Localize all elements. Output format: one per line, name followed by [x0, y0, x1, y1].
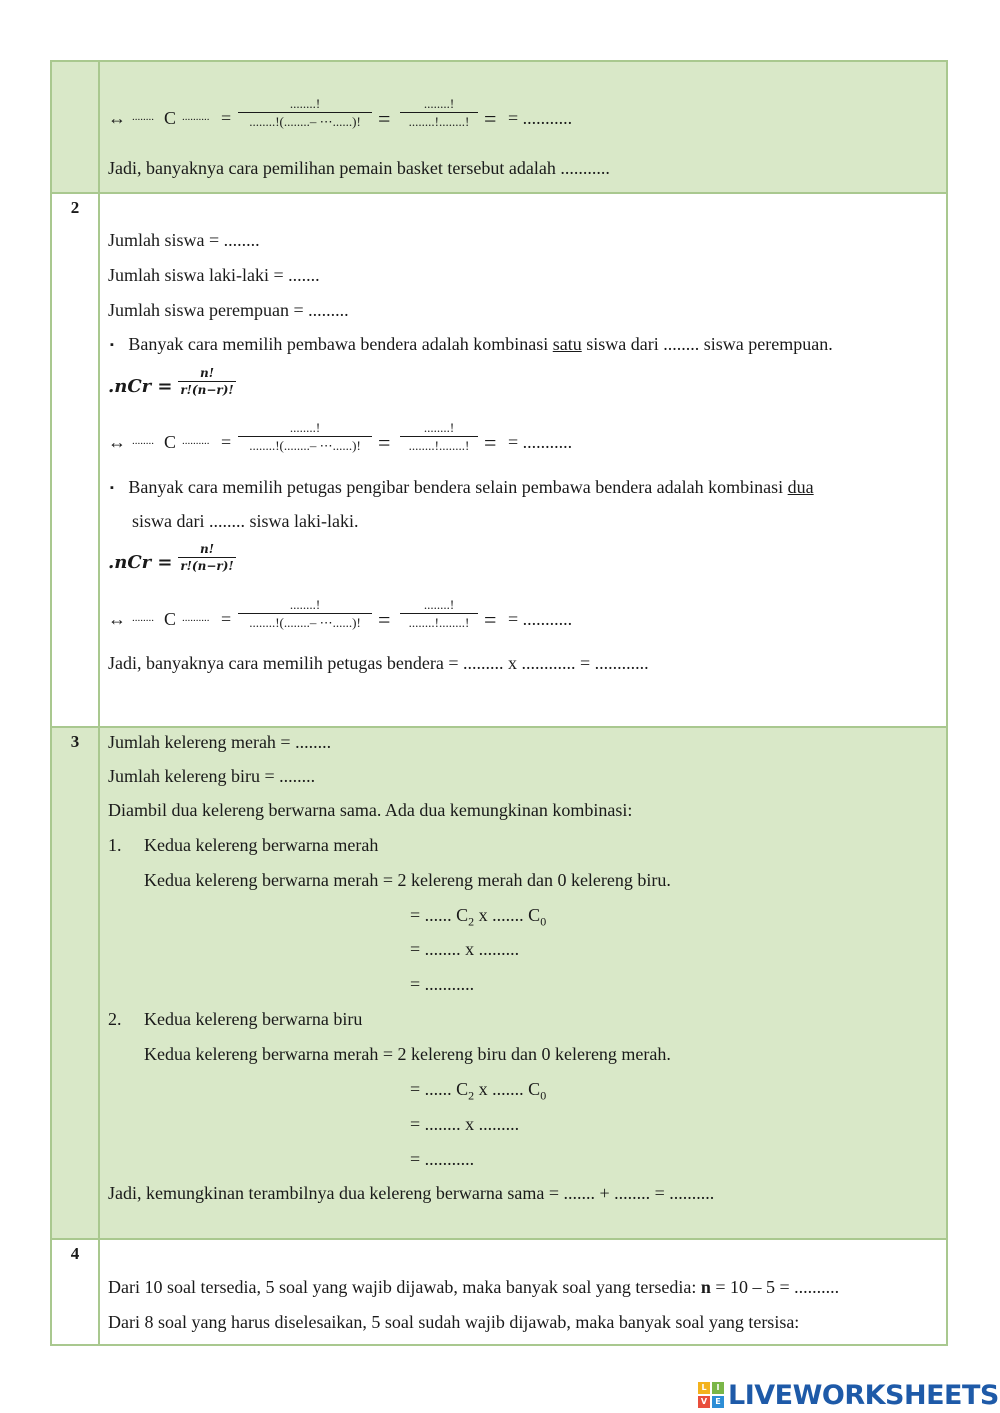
fraction-denominator: ........!(........– ⋯......)!	[249, 438, 361, 453]
row-number	[52, 62, 100, 192]
fraction-2	[400, 420, 478, 455]
list-item-number: 2.	[108, 1009, 122, 1029]
list-item-description: Kedua kelereng berwarna merah = 2 kelereng merah dan 0 kelereng biru.	[144, 870, 671, 890]
equivalence-arrow: ↔	[108, 609, 126, 629]
list-item-number: 1.	[108, 835, 122, 855]
blue-marbles: Jumlah kelereng biru = ........	[108, 766, 316, 786]
liveworksheets-logo	[698, 1378, 999, 1412]
r-blank: ..........	[182, 612, 210, 624]
subscript: 2	[468, 914, 475, 929]
conclusion-text: Jadi, banyaknya cara pemilihan pemain basket tersebut adalah ...........	[108, 158, 610, 178]
r-blank: ..........	[182, 111, 210, 123]
combination-symbol: C	[164, 609, 177, 629]
calc-step-2: = ........ x .........	[410, 939, 520, 959]
n-blank: ........	[132, 111, 154, 123]
equals-sign: =	[221, 609, 232, 629]
equals-sign: =	[221, 432, 232, 452]
fraction-denominator: ........!........!	[408, 615, 470, 630]
ncr-numerator: n!	[200, 366, 214, 380]
logo-tile: E	[712, 1396, 724, 1408]
equals-sign: =	[221, 108, 232, 128]
fraction-2	[400, 597, 478, 632]
logo-tile: I	[712, 1382, 724, 1394]
fraction-denominator: ........!(........– ⋯......)!	[249, 114, 361, 129]
logo-tile: L	[698, 1382, 710, 1394]
table-row	[52, 62, 946, 192]
row-number: 4	[52, 1240, 100, 1344]
total-students: Jumlah siswa = ........	[108, 230, 260, 250]
result-blank: = ...........	[508, 432, 573, 452]
fraction-denominator: ........!(........– ⋯......)!	[249, 615, 361, 630]
conclusion-text: Jadi, kemungkinan terambilnya dua kelereng berwarna sama = ....... + ........ = ..........	[108, 1183, 715, 1203]
bullet-text-pre: Banyak cara memilih petugas pengibar bendera selain pembawa bendera adalah kombinasi	[128, 477, 788, 497]
problem-line-2: Dari 8 soal yang harus diselesaikan, 5 soal sudah wajib dijawab, maka banyak soal yang tersisa:	[108, 1312, 800, 1332]
red-marbles: Jumlah kelereng merah = ........	[108, 732, 332, 752]
calc-step-3: = ...........	[410, 974, 475, 994]
fraction-1	[238, 597, 372, 632]
row-content	[100, 62, 946, 192]
ncr-fraction	[178, 366, 236, 398]
row-content	[100, 194, 946, 726]
calc-text: = ...... C	[410, 905, 469, 925]
fraction-numerator: ........!	[423, 420, 455, 435]
fraction-numerator: ........!	[289, 96, 321, 111]
calc-step-3: = ...........	[410, 1149, 475, 1169]
calc-step-1	[410, 1078, 546, 1107]
fraction-numerator: ........!	[289, 597, 321, 612]
calc-text: = ...... C	[410, 1079, 469, 1099]
variable-n: n	[700, 1277, 711, 1297]
calc-step-2: = ........ x .........	[410, 1114, 520, 1134]
subscript: 0	[540, 1088, 547, 1103]
bullet-text-underlined: satu	[552, 334, 582, 354]
bullet-item-flag-raisers	[110, 476, 814, 499]
row-number: 2	[52, 194, 100, 726]
problem-line-1	[108, 1276, 839, 1298]
bullet-icon: ▪	[110, 339, 114, 351]
ncr-denominator: r!(n−r)!	[180, 559, 234, 573]
intro-text: Diambil dua kelereng berwarna sama. Ada dua kemungkinan kombinasi:	[108, 800, 633, 820]
calc-step-1	[410, 904, 546, 933]
logo-wordmark: LIVEWORKSHEETS	[728, 1379, 999, 1411]
answer-table	[50, 60, 948, 1346]
fraction-1	[238, 420, 372, 455]
fraction-numerator: ........!	[423, 597, 455, 612]
result-blank: = ...........	[508, 108, 573, 128]
equals-sign: =	[378, 430, 391, 455]
fraction-numerator: ........!	[423, 96, 455, 111]
list-item-title: Kedua kelereng berwarna merah	[144, 835, 379, 855]
table-row	[52, 1238, 946, 1344]
bullet-text-post: siswa dari ........ siswa perempuan.	[581, 334, 833, 354]
fraction-2	[400, 96, 478, 131]
n-blank: ........	[132, 435, 154, 447]
r-blank: ..........	[182, 435, 210, 447]
bullet-item-flag-bearer	[110, 333, 833, 356]
line-text: = 10 – 5 = ..........	[710, 1277, 840, 1297]
bullet-text-continued: siswa dari ........ siswa laki-laki.	[132, 511, 359, 531]
logo-tiles	[698, 1382, 724, 1408]
calc-text: x ....... C	[474, 1079, 541, 1099]
row-number: 3	[52, 728, 100, 1238]
equals-sign: =	[484, 430, 497, 455]
row-content	[100, 728, 946, 1238]
equals-sign: =	[378, 607, 391, 632]
equals-sign: =	[484, 106, 497, 131]
fraction-numerator: ........!	[289, 420, 321, 435]
table-row	[52, 726, 946, 1238]
fraction-denominator: ........!........!	[408, 114, 470, 129]
logo-tile: V	[698, 1396, 710, 1408]
line-text: Dari 10 soal tersedia, 5 soal yang wajib dijawab, maka banyak soal yang tersedia:	[108, 1277, 701, 1297]
result-blank: = ...........	[508, 609, 573, 629]
bullet-icon: ▪	[110, 482, 114, 494]
row-content	[100, 1240, 946, 1344]
conclusion-text: Jadi, banyaknya cara memilih petugas bendera = ......... x ............ = ............	[108, 653, 649, 673]
n-blank: ........	[132, 612, 154, 624]
ncr-fraction	[178, 542, 236, 574]
ncr-lhs: .nCr =	[108, 552, 173, 573]
fraction-1	[238, 96, 372, 131]
ncr-denominator: r!(n−r)!	[180, 383, 234, 397]
equivalence-arrow: ↔	[108, 432, 126, 452]
table-row	[52, 192, 946, 726]
calc-text: x ....... C	[474, 905, 541, 925]
combination-symbol: C	[164, 432, 177, 452]
bullet-text-pre: Banyak cara memilih pembawa bendera adalah kombinasi	[128, 334, 553, 354]
ncr-lhs: .nCr =	[108, 376, 173, 397]
combination-symbol: C	[164, 108, 177, 128]
fraction-denominator: ........!........!	[408, 438, 470, 453]
subscript: 2	[468, 1088, 475, 1103]
male-students: Jumlah siswa laki-laki = .......	[108, 265, 320, 285]
subscript: 0	[540, 914, 547, 929]
female-students: Jumlah siswa perempuan = .........	[108, 300, 349, 320]
equivalence-arrow: ↔	[108, 108, 126, 128]
equals-sign: =	[378, 106, 391, 131]
bullet-text-underlined: dua	[787, 477, 814, 497]
list-item-description: Kedua kelereng berwarna merah = 2 kelereng biru dan 0 kelereng merah.	[144, 1044, 671, 1064]
equals-sign: =	[484, 607, 497, 632]
list-item-title: Kedua kelereng berwarna biru	[144, 1009, 363, 1029]
ncr-numerator: n!	[200, 542, 214, 556]
